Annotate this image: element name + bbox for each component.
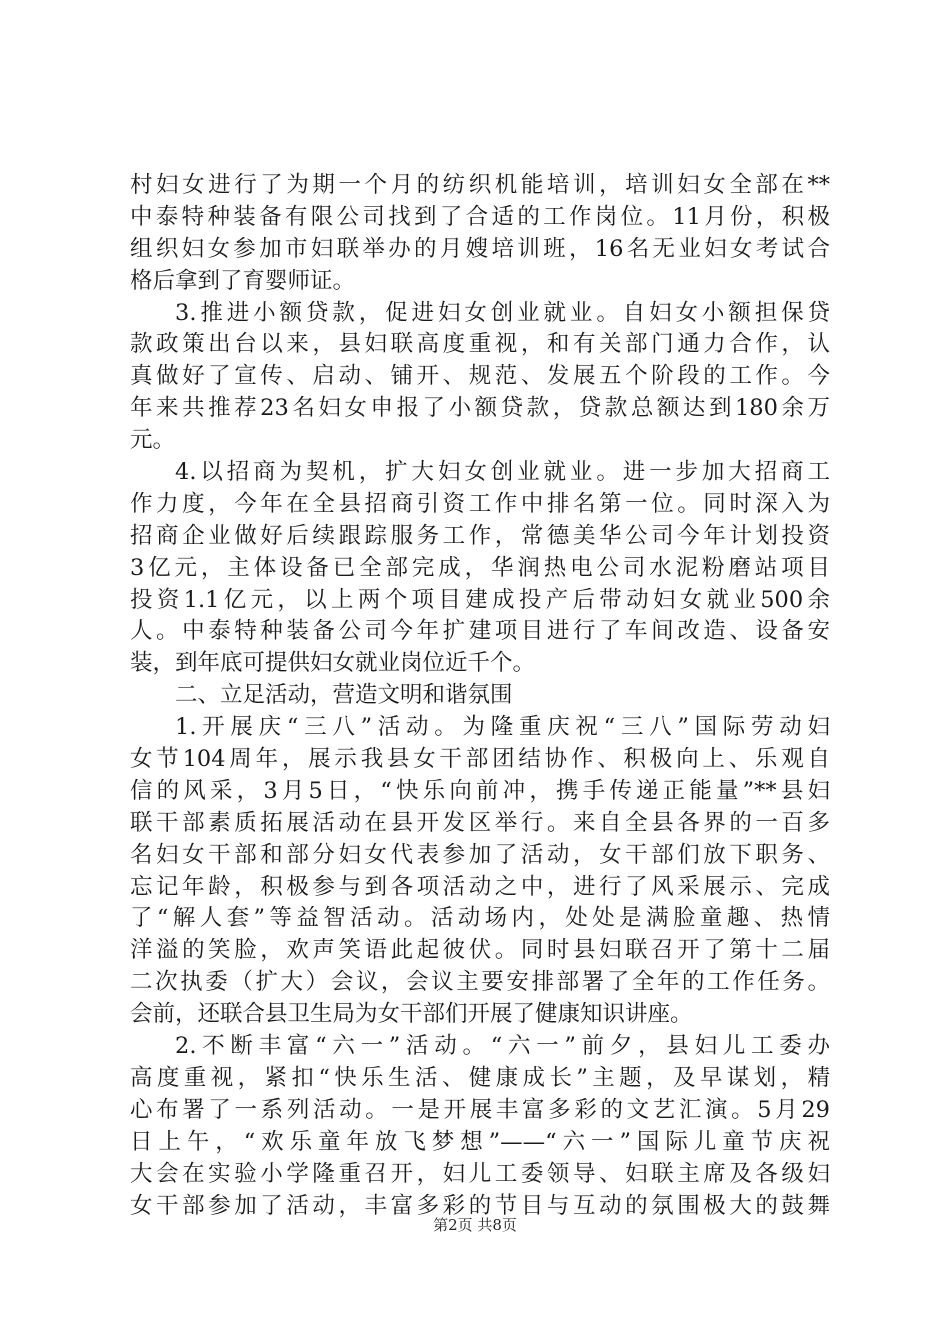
text-line: 1.开展庆“三八”活动。为隆重庆祝“三八”国际劳动妇 — [175, 714, 830, 741]
text-line: 2.不断丰富“六一”活动。“六一”前夕，县妇儿工委办 — [175, 1033, 830, 1060]
text-line: 年来共推荐23名妇女申报了小额贷款，贷款总额达到180余万 — [130, 395, 830, 422]
text-line: 4.以招商为契机，扩大妇女创业就业。进一步加大招商工 — [175, 459, 830, 486]
text-line: 二、立足活动，营造文明和谐氛围 — [175, 682, 513, 709]
text-line: 3.推进小额贷款，促进妇女创业就业。自妇女小额担保贷 — [175, 299, 830, 326]
paragraph-childrens-day — [130, 1031, 830, 1222]
text-line: 组织妇女参加市妇联举办的月嫂培训班，16名无业妇女考试合 — [130, 235, 830, 262]
text-line: 村妇女进行了为期一个月的纺织机能培训，培训妇女全部在** — [130, 172, 830, 198]
text-line: 联干部素质拓展活动在县开发区举行。来自全县各界的一百多 — [130, 809, 830, 836]
text-line: 中泰特种装备有限公司找到了合适的工作岗位。11月份，积极 — [130, 203, 830, 230]
text-line: 名妇女干部和部分妇女代表参加了活动，女干部们放下职务、 — [130, 841, 830, 868]
text-line: 作力度，今年在全县招商引资工作中排名第一位。同时深入为 — [130, 490, 830, 517]
text-line: 女节104周年，展示我县女干部团结协作、积极向上、乐观自 — [130, 746, 830, 773]
document-body — [130, 170, 830, 1222]
text-line: 装，到年底可提供妇女就业岗位近千个。 — [130, 650, 536, 677]
text-line: 日上午，“欢乐童年放飞梦想”——“六一”国际儿童节庆祝 — [130, 1128, 830, 1155]
text-line: 会前，还联合县卫生局为女干部们开展了健康知识讲座。 — [130, 1001, 693, 1028]
text-line: 大会在实验小学隆重召开，妇儿工委领导、妇联主席及各级妇 — [130, 1160, 830, 1187]
paragraph-continuation — [130, 170, 830, 298]
text-line: 了“解人套”等益智活动。活动场内，处处是满脸童趣、热情 — [130, 905, 830, 932]
paragraph-investment — [130, 457, 830, 680]
text-line: 投资1.1亿元，以上两个项目建成投产后带动妇女就业500余 — [130, 586, 830, 613]
section-heading — [130, 680, 830, 712]
text-line: 洋溢的笑脸，欢声笑语此起彼伏。同时县妇联召开了第十二届 — [130, 937, 830, 964]
text-line: 元。 — [130, 427, 176, 454]
paragraph-microloans — [130, 298, 830, 457]
text-line: 招商企业做好后续跟踪服务工作，常德美华公司今年计划投资 — [130, 522, 830, 549]
text-line: 格后拿到了育婴师证。 — [130, 267, 356, 294]
text-line: 3亿元，主体设备已全部完成，华润热电公司水泥粉磨站项目 — [130, 554, 830, 581]
text-line: 款政策出台以来，县妇联高度重视，和有关部门通力合作，认 — [130, 331, 830, 358]
text-line: 人。中泰特种装备公司今年扩建项目进行了车间改造、设备安 — [130, 618, 830, 645]
text-line: 信的风采，3月5日，“快乐向前冲，携手传递正能量”**县妇 — [130, 777, 830, 804]
text-line: 二次执委（扩大）会议，会议主要安排部署了全年的工作任务。 — [130, 969, 830, 996]
page-number: 第2页 共8页 — [433, 1216, 517, 1234]
paragraph-womens-day — [130, 712, 830, 1031]
text-line: 真做好了宣传、启动、铺开、规范、发展五个阶段的工作。今 — [130, 363, 830, 390]
text-line: 忘记年龄，积极参与到各项活动之中，进行了风采展示、完成 — [130, 873, 830, 900]
text-line: 心布署了一系列活动。一是开展丰富多彩的文艺汇演。5月29 — [130, 1096, 830, 1123]
text-line: 女干部参加了活动，丰富多彩的节目与互动的氛围极大的鼓舞 — [130, 1192, 830, 1219]
text-line: 高度重视，紧扣“快乐生活、健康成长”主题，及早谋划，精 — [130, 1064, 830, 1091]
